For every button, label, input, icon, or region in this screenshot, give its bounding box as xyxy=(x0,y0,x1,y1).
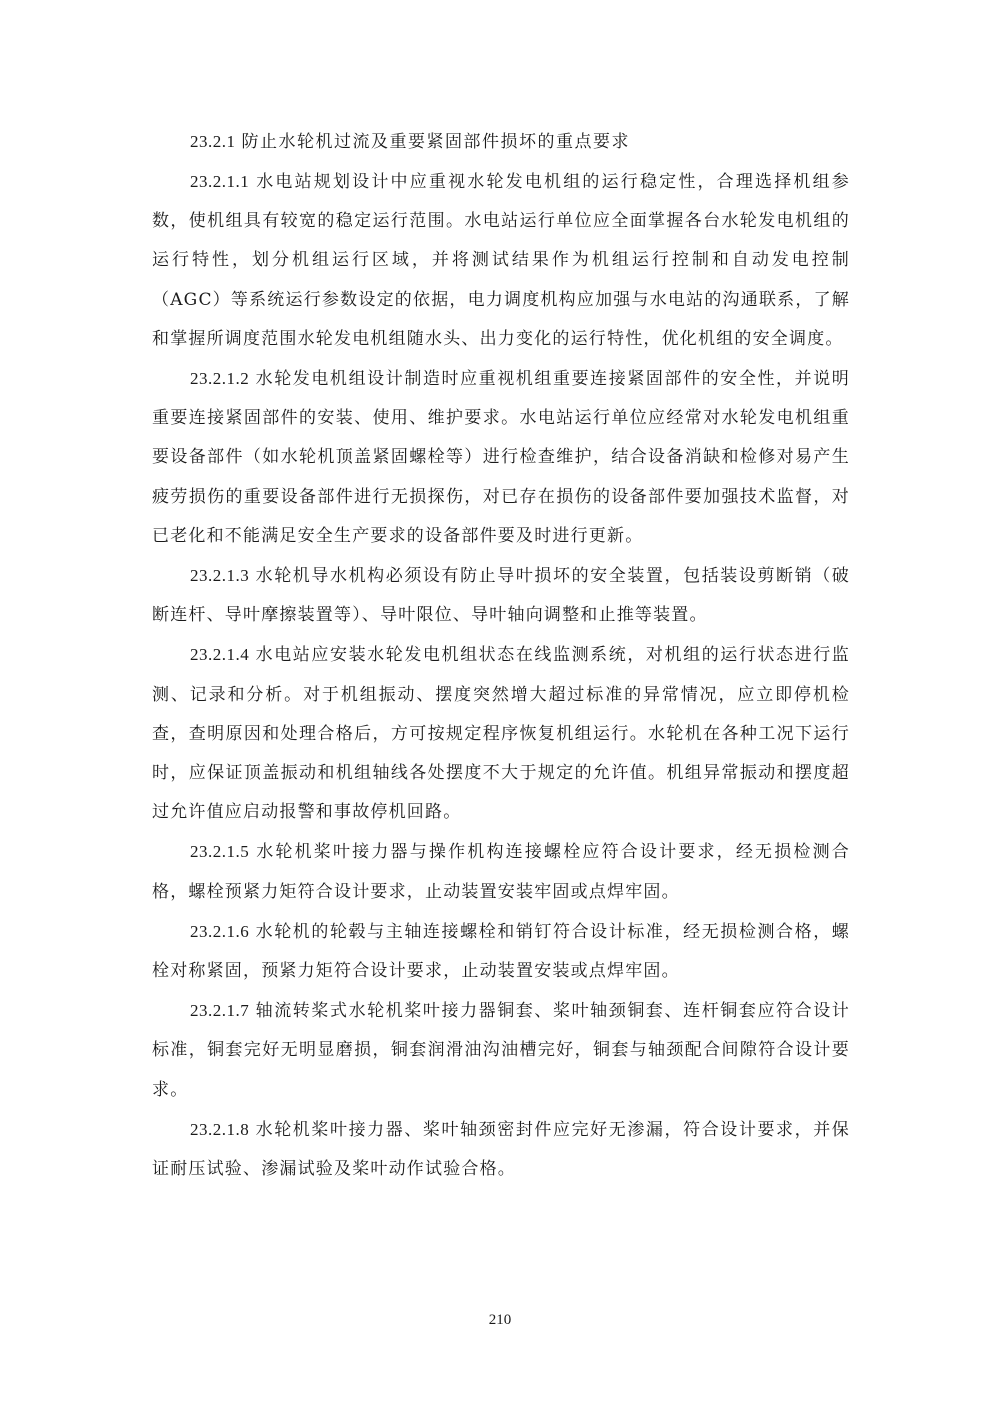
clause-paragraph xyxy=(152,556,850,635)
clause-text: 水轮发电机组设计制造时应重视机组重要连接紧固部件的安全性，并说明重要连接紧固部件的安装、使用、维护要求。水电站运行单位应经常对水轮发电机组重要设备部件（如水轮机顶盖紧固螺栓等）进行检查维护，结合设备消缺和检修对易产生疲劳损伤的重要设备部件进行无损探伤，对已存在损伤的设备部件要加强技术监督，对已老化和不能满足安全生产要求的设备部件要及时进行更新。 xyxy=(152,369,850,546)
clause-paragraph xyxy=(152,359,850,556)
clause-text: 水电站应安装水轮发电机组状态在线监测系统，对机组的运行状态进行监测、记录和分析。对于机组振动、摆度突然增大超过标准的异常情况，应立即停机检查，查明原因和处理合格后，方可按规定程序恢复机组运行。水轮机在各种工况下运行时，应保证顶盖振动和机组轴线各处摆度不大于规定的允许值。机组异常振动和摆度超过允许值应启动报警和事故停机回路。 xyxy=(152,645,850,823)
section-heading-number: 23.2.1 xyxy=(190,132,236,151)
clause-number: 23.2.1.4 xyxy=(190,645,250,665)
clause-paragraph xyxy=(152,991,850,1110)
clause-text: 水轮机桨叶接力器与操作机构连接螺栓应符合设计要求，经无损检测合格，螺栓预紧力矩符合设计要求，止动装置安装牢固或点焊牢固。 xyxy=(152,842,850,902)
clause-paragraph xyxy=(152,832,850,911)
clause-paragraph xyxy=(152,162,850,359)
clause-text: 轴流转桨式水轮机桨叶接力器铜套、桨叶轴颈铜套、连杆铜套应符合设计标准，铜套完好无明显磨损，铜套润滑油沟油槽完好，铜套与轴颈配合间隙符合设计要求。 xyxy=(152,1001,850,1100)
document-body xyxy=(152,122,850,1189)
clause-number: 23.2.1.6 xyxy=(190,921,250,941)
clause-text: 水轮机导水机构必须设有防止导叶损坏的安全装置，包括装设剪断销（破断连杆、导叶摩擦装置等）、导叶限位、导叶轴向调整和止推等装置。 xyxy=(152,566,850,626)
section-heading-text: 防止水轮机过流及重要紧固部件损坏的重点要求 xyxy=(241,132,630,152)
clause-text: 水电站规划设计中应重视水轮发电机组的运行稳定性，合理选择机组参数，使机组具有较宽的稳定运行范围。水电站运行单位应全面掌握各台水轮发电机组的运行特性，划分机组运行区域，并将测试结果作为机组运行控制和自动发电控制（AGC）等系统运行参数设定的依据，电力调度机构应加强与水电站的沟通联系，了解和掌握所调度范围水轮发电机组随水头、出力变化的运行特性，优化机组的安全调度。 xyxy=(152,172,850,349)
section-heading xyxy=(152,122,850,162)
clause-number: 23.2.1.5 xyxy=(190,842,250,862)
clause-number: 23.2.1.7 xyxy=(190,1001,250,1021)
clause-number: 23.2.1.8 xyxy=(190,1119,250,1139)
page-number: 210 xyxy=(488,1312,512,1328)
clause-paragraph xyxy=(152,635,850,832)
clause-text: 水轮机的轮毂与主轴连接螺栓和销钉符合设计标准，经无损检测合格，螺栓对称紧固，预紧力矩符合设计要求，止动装置安装或点焊牢固。 xyxy=(152,921,850,982)
clause-number: 23.2.1.2 xyxy=(190,369,250,389)
clause-number: 23.2.1.1 xyxy=(190,172,250,191)
clause-paragraph xyxy=(152,1110,850,1189)
clause-number: 23.2.1.3 xyxy=(190,566,250,586)
clause-text: 水轮机桨叶接力器、桨叶轴颈密封件应完好无渗漏，符合设计要求，并保证耐压试验、渗漏试验及桨叶动作试验合格。 xyxy=(152,1119,850,1180)
clause-paragraph xyxy=(152,912,850,991)
